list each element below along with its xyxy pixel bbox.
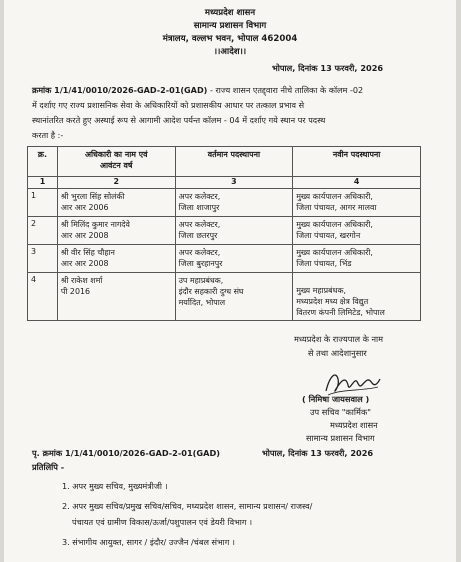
- header-serial: क्र.: [28, 147, 58, 177]
- copy-reference: पृ. क्रमांक 1/1/41/0010/2026-GAD-2-01(GAD): [32, 448, 221, 458]
- signatory-designation: उप सचिव "कार्मिक": [310, 407, 371, 417]
- order-reference: क्रमांक 1/1/41/0010/2026-GAD-2-01(GAD): [32, 85, 208, 95]
- order-document: [4, 0, 456, 562]
- office-address: मंत्रालय, वल्लभ भवन, भोपाल 462004: [162, 34, 298, 44]
- copy-label: प्रतिलिपि -: [32, 462, 65, 472]
- order-body-line4: करता है :-: [32, 130, 64, 140]
- governor-line1: मध्यप्रदेश के राज्यपाल के नाम: [294, 334, 384, 344]
- signatory-dept2: सामान्य प्रशासन विभाग: [306, 433, 375, 443]
- table-header-row: [28, 147, 421, 177]
- list-item: 2. अपर मुख्य सचिव/प्रमुख सचिव/सचिव, मध्यप्रदेश शासन, सामान्य प्रशासन/ राजस्व/: [62, 501, 313, 511]
- table-column-numbers: 1 2 3 4: [28, 177, 421, 189]
- list-item: 1. अपर मुख्य सचिव, मुख्यमंत्रीजी ।: [62, 481, 168, 491]
- transfer-table: [27, 146, 421, 321]
- header-new-posting: नवीन पदस्थापना: [293, 147, 421, 177]
- header-current-posting: वर्तमान पदस्थापना: [175, 147, 293, 177]
- order-body-line1: - राज्य शासन एतद्द्वारा नीचे तालिका के कॉलम -02: [207, 85, 364, 95]
- govt-name: मध्यप्रदेश शासन: [204, 8, 256, 18]
- table-row: 4 श्री राकेश शर्मा पी 2016 उप महाप्रबंधक, इंदौर सहकारी दुग्ध संघ मर्यादित, भोपाल मुख्य महाप्रबंधक, मध्यप्रदेश मध्य क्षेत्र विद्युत वितरण कंपनी लिमिटेड, भोपाल: [28, 273, 421, 321]
- list-item: 3. संभागीय आयुक्त, सागर / इंदौर/ उज्जैन /चंबल संभाग ।: [62, 537, 235, 547]
- table-row: 3 श्री वीर सिंह चौहान आर आर 2008 अपर कलेक्टर, जिला बुरहानपुर मुख्य कार्यपालन अधिकारी, जिला पंचायत, भिंड: [28, 245, 421, 273]
- signatory-dept1: मध्यप्रदेश शासन: [330, 420, 378, 430]
- department-name: सामान्य प्रशासन विभाग: [193, 21, 267, 31]
- order-heading: ।।आदेश।।: [213, 47, 247, 57]
- order-body-line2: में दर्शाए गए राज्य प्रशासनिक सेवा के अधिकारियों को प्रशासकीय आधार पर तत्काल प्रभाव से: [32, 100, 305, 110]
- order-body: [32, 83, 432, 143]
- order-body-line3: स्थानांतरित करते हुए अस्थाई रूप से आगामी आदेश पर्यन्त कॉलम - 04 में दर्शाए गये स्थान पर पदस्थ: [32, 115, 326, 125]
- header-officer: अधिकारी का नाम एवं आवंटन वर्ष: [57, 147, 175, 177]
- copy-list: [62, 478, 432, 554]
- list-item: पंचायत एवं ग्रामीण विकास/ऊर्जा/पशुपालन एवं डेयरी विभाग ।: [72, 517, 253, 527]
- signatory-name: ( निमिषा जायसवाल ): [302, 394, 370, 404]
- governor-line2: से तथा आदेशानुसार: [308, 348, 367, 358]
- table-row: 2 श्री मिलिंद कुमार नागदेवे आर आर 2008 अपर कलेक्टर, जिला छतरपुर मुख्य कार्यपालन अधिकारी, जिला पंचायत, खरगोन: [28, 217, 421, 245]
- copy-date: भोपाल, दिनांक 13 फरवरी, 2026: [262, 448, 374, 458]
- table-row: 1 श्री भुरला सिंह सोलंकी आर आर 2006 अपर कलेक्टर, जिला शाजापुर मुख्य कार्यपालन अधिकारी, जिला पंचायत, आगर मालवा: [28, 189, 421, 217]
- place-date: भोपाल, दिनांक 13 फरवरी, 2026: [272, 63, 384, 73]
